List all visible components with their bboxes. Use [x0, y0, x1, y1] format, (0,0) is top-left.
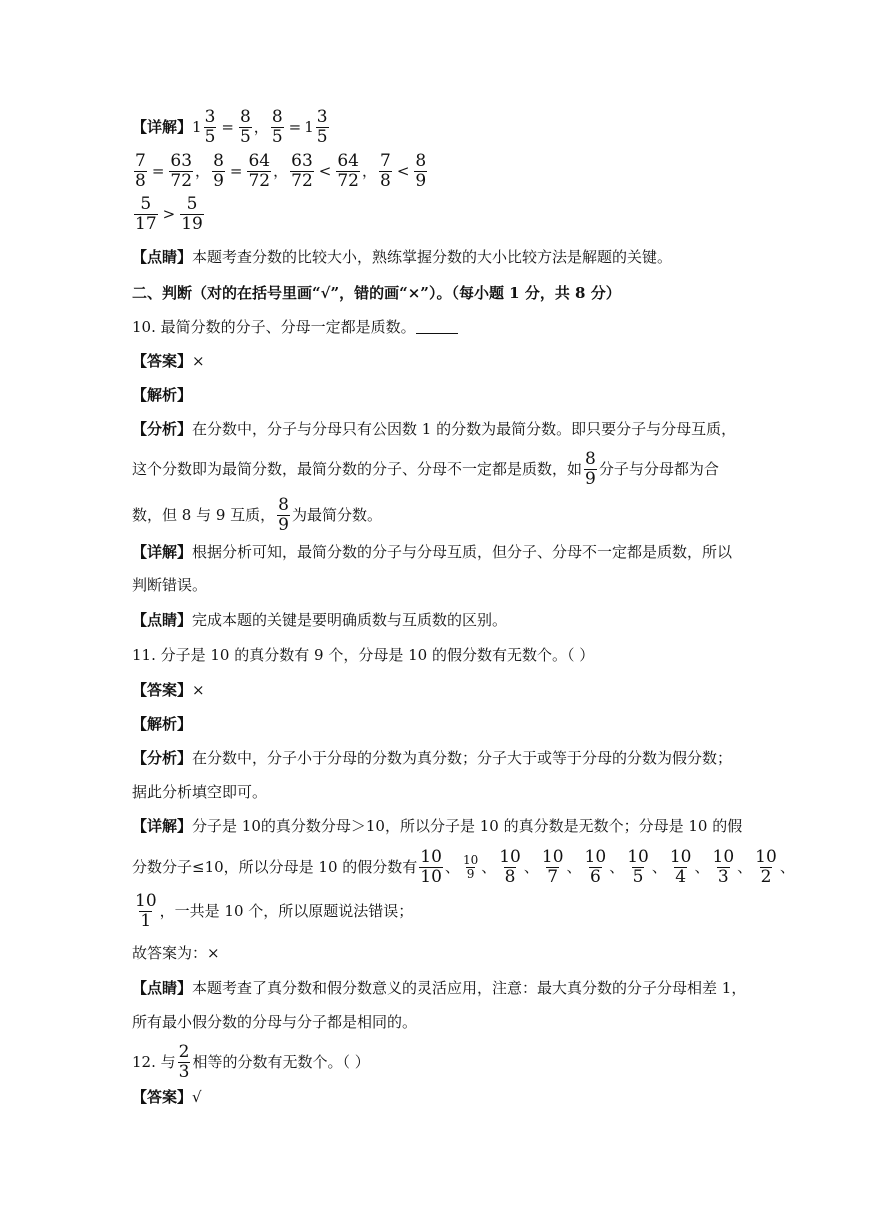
separator: 、 — [481, 857, 497, 876]
analysis-text: 数，但 8 与 9 互质， — [132, 505, 276, 524]
analysis-text: 在分数中，分子小于分母的分数为真分数；分子大于或等于分母的分数为假分数； — [192, 749, 733, 767]
detail-line-2 — [132, 152, 429, 190]
fraction: $\frac{10}{4}$ — [669, 847, 692, 887]
less-than-sign: < — [318, 161, 332, 180]
fraction: $\frac{8}{5}$ — [271, 107, 283, 147]
fraction: $\frac{63}{72}$ — [170, 151, 193, 191]
fraction: $\frac{10}{10}$ — [420, 847, 442, 887]
fraction: $\frac{8}{9}$ — [278, 495, 289, 535]
comment-line: 所有最小假分数的分母与分子都是相同的。 — [132, 1013, 418, 1031]
comment-line — [132, 613, 507, 628]
analysis-text: 分子与分母都为合 — [598, 459, 719, 478]
question-text: 相等的分数有无数个。（ ） — [192, 1052, 370, 1071]
question-10 — [132, 320, 458, 335]
detail-text: 根据分析可知，最简分数的分子与分母互质，但分子、分母不一定都是质数，所以 — [192, 543, 733, 561]
tag-answer: 【答案】 — [132, 352, 193, 370]
fraction: $\frac{64}{72}$ — [248, 151, 271, 191]
whole-part: 1 — [304, 117, 314, 136]
fraction: $\frac{10}{3}$ — [712, 847, 735, 887]
answer-blank — [416, 321, 458, 334]
tag-answer: 【答案】 — [132, 681, 193, 699]
fraction: $\frac{5}{17}$ — [135, 194, 157, 234]
detail-line — [132, 892, 413, 930]
fraction: $\frac{2}{3}$ — [178, 1042, 190, 1082]
detail-line-3 — [132, 195, 206, 233]
fraction: $\frac{10}{1}$ — [135, 891, 157, 931]
comment-text: 本题考查了真分数和假分数意义的灵活应用，注意：最大真分数的分子分母相差 1， — [192, 979, 747, 997]
analysis-text: 这个分数即为最简分数，最简分数的分子、分母不一定都是质数，如 — [132, 459, 583, 478]
analysis-line-1 — [132, 751, 732, 766]
section-heading: 二、判断（对的在括号里画“√”，错的画“×”）。（每小题 1 分，共 8 分） — [132, 284, 621, 302]
equals-sign: = — [288, 117, 302, 136]
equals-sign: = — [221, 117, 234, 136]
separator: ， — [273, 161, 289, 180]
answer-value: √ — [192, 1088, 202, 1106]
question-11: 11. 分子是 10 的真分数有 9 个，分母是 10 的假分数有无数个。（ ） — [132, 646, 595, 664]
fraction: $\frac{3}{5}$ — [316, 107, 328, 147]
fraction: $\frac{10}{8}$ — [499, 847, 521, 887]
tag-detail: 【详解】 — [132, 117, 193, 136]
greater-than-sign: > — [162, 204, 176, 223]
comment-text: 完成本题的关键是要明确质数与互质数的区别。 — [192, 611, 508, 629]
separator: 、 — [779, 857, 795, 876]
fraction: $\frac{10}{6}$ — [584, 847, 607, 887]
fraction: $\frac{8}{9}$ — [585, 449, 596, 489]
answer-line — [132, 683, 205, 698]
fraction: $\frac{10}{9}$ — [462, 852, 479, 881]
analysis-text: 为最简分数。 — [292, 505, 383, 524]
separator: 、 — [737, 857, 753, 876]
detail-line — [132, 545, 732, 560]
conclusion-line: 故答案为：× — [132, 944, 220, 962]
separator: 、 — [651, 857, 667, 876]
answer-line — [132, 354, 205, 369]
tag-comment: 【点睛】 — [132, 611, 193, 629]
detail-text: 分子是 10的真分数分母＞10，所以分子是 10 的真分数是无数个；分母是 10 的假 — [192, 817, 743, 835]
detail-line — [132, 819, 742, 834]
detail-line-1 — [132, 108, 331, 146]
equals-sign: = — [229, 161, 243, 180]
comment-line — [132, 250, 672, 265]
fraction: $\frac{63}{72}$ — [291, 151, 313, 191]
fraction: $\frac{8}{5}$ — [239, 107, 251, 147]
whole-part: 1 — [192, 117, 202, 136]
separator: 、 — [694, 857, 710, 876]
separator: ， — [253, 117, 269, 136]
analysis-tag: 【解析】 — [132, 715, 193, 733]
tag-detail: 【详解】 — [132, 543, 193, 561]
tag-analysis: 【分析】 — [132, 749, 193, 767]
separator: ， — [361, 161, 377, 180]
fraction: $\frac{8}{9}$ — [213, 151, 224, 191]
less-than-sign: < — [396, 161, 410, 180]
separator: 、 — [444, 857, 460, 876]
fraction: $\frac{64}{72}$ — [337, 151, 359, 191]
analysis-line-2: 据此分析填空即可。 — [132, 783, 268, 801]
separator: 、 — [523, 857, 539, 876]
tag-detail: 【详解】 — [132, 817, 193, 835]
detail-text: ，一共是 10 个，所以原题说法错误； — [159, 901, 414, 920]
separator: 、 — [609, 857, 625, 876]
fraction-list-line — [132, 848, 795, 886]
analysis-line-1 — [132, 422, 736, 437]
fraction: $\frac{8}{9}$ — [415, 151, 427, 191]
tag-comment: 【点睛】 — [132, 979, 193, 997]
fraction: $\frac{10}{2}$ — [755, 847, 777, 887]
tag-analysis: 【分析】 — [132, 420, 193, 438]
mixed-number — [304, 108, 330, 146]
detail-line: 判断错误。 — [132, 576, 208, 594]
fraction: $\frac{10}{5}$ — [627, 847, 649, 887]
mixed-number — [192, 108, 218, 146]
answer-value: × — [192, 681, 205, 699]
equals-sign: = — [151, 161, 165, 180]
fraction: $\frac{3}{5}$ — [204, 107, 216, 147]
tag-answer: 【答案】 — [132, 1088, 193, 1106]
comment-line — [132, 981, 746, 996]
analysis-line-3 — [132, 496, 382, 534]
comment-text: 本题考查分数的比较大小，熟练掌握分数的大小比较方法是解题的关键。 — [192, 248, 673, 266]
question-12 — [132, 1043, 370, 1081]
separator: 、 — [566, 857, 582, 876]
question-text: 12. 与 — [132, 1052, 176, 1071]
tag-comment: 【点睛】 — [132, 248, 193, 266]
separator: ， — [195, 161, 211, 180]
analysis-text: 在分数中，分子与分母只有公因数 1 的分数为最简分数。即只要分子与分母互质， — [192, 420, 737, 438]
fraction: $\frac{7}{8}$ — [135, 151, 146, 191]
question-text: 10. 最简分数的分子、分母一定都是质数。 — [132, 318, 416, 336]
answer-value: × — [192, 352, 205, 370]
analysis-tag: 【解析】 — [132, 386, 193, 404]
fraction: $\frac{5}{19}$ — [181, 194, 203, 234]
detail-text: 分数分子≤10，所以分母是 10 的假分数有 — [132, 857, 418, 876]
analysis-line-2 — [132, 450, 719, 488]
answer-line — [132, 1090, 202, 1105]
fraction: $\frac{7}{8}$ — [380, 151, 391, 191]
fraction: $\frac{10}{7}$ — [541, 847, 564, 887]
